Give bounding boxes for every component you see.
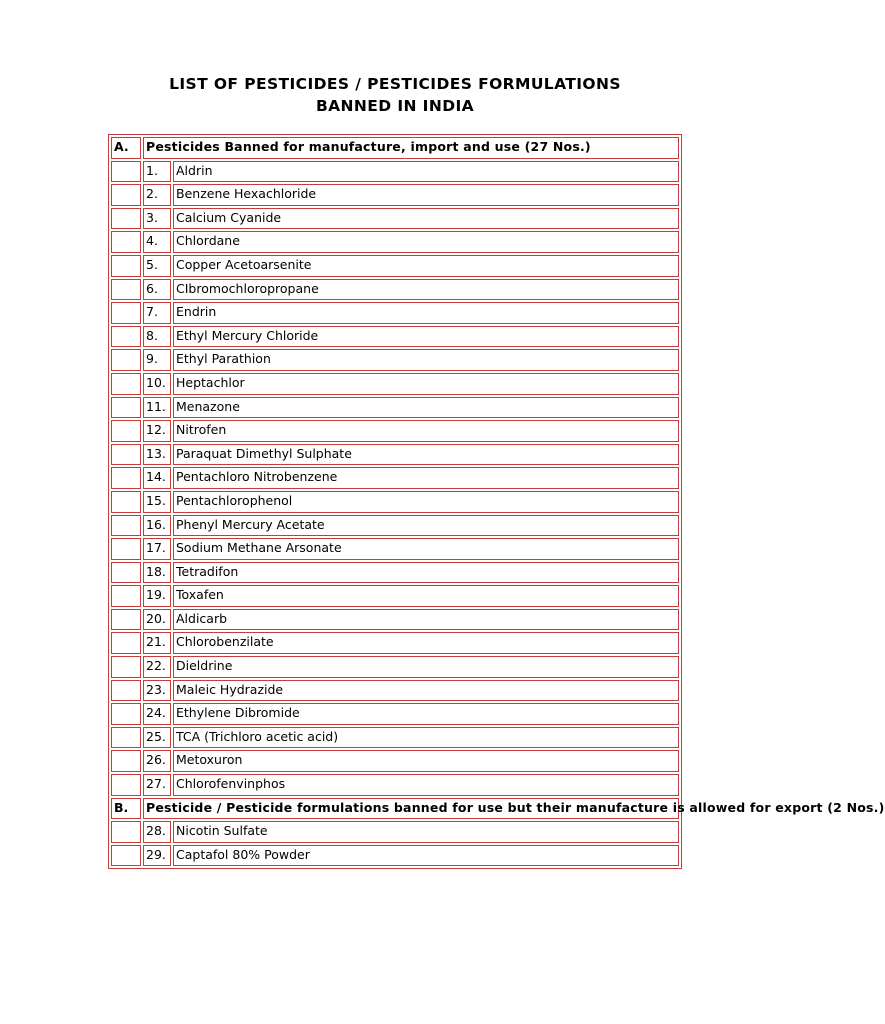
table-row (111, 680, 679, 702)
document-title (0, 73, 790, 117)
pesticide-name: Metoxuron (173, 750, 679, 772)
pesticide-name: Toxafen (173, 585, 679, 607)
empty-cell (111, 420, 141, 442)
section-heading: Pesticide / Pesticide formulations banned for use but their manufacture is allowed for export (2 Nos.) (143, 798, 679, 820)
table-row (111, 632, 679, 654)
pesticide-name: Pentachlorophenol (173, 491, 679, 513)
empty-cell (111, 750, 141, 772)
item-number: 14. (143, 467, 171, 489)
table-row (111, 397, 679, 419)
item-number: 6. (143, 279, 171, 301)
item-number: 16. (143, 515, 171, 537)
table-row (111, 444, 679, 466)
item-number: 27. (143, 774, 171, 796)
pesticide-name: Chlorobenzilate (173, 632, 679, 654)
title-line-1: LIST OF PESTICIDES / PESTICIDES FORMULATIONS (169, 75, 621, 93)
empty-cell (111, 774, 141, 796)
table-row (111, 609, 679, 631)
item-number: 13. (143, 444, 171, 466)
pesticides-table (108, 134, 885, 869)
item-number: 1. (143, 161, 171, 183)
empty-cell (111, 585, 141, 607)
item-number: 10. (143, 373, 171, 395)
pesticide-name: Heptachlor (173, 373, 679, 395)
table-row (111, 750, 679, 772)
pesticide-name: Ethyl Parathion (173, 349, 679, 371)
table-row (111, 279, 679, 301)
pesticide-name: Captafol 80% Powder (173, 845, 679, 867)
item-number: 21. (143, 632, 171, 654)
table-row (111, 562, 679, 584)
item-number: 3. (143, 208, 171, 230)
table-row (111, 585, 679, 607)
pesticide-name: Tetradifon (173, 562, 679, 584)
empty-cell (111, 231, 141, 253)
item-number: 12. (143, 420, 171, 442)
empty-cell (111, 397, 141, 419)
table-row (111, 231, 679, 253)
item-number: 7. (143, 302, 171, 324)
pesticide-name: Chlorofenvinphos (173, 774, 679, 796)
table-row (111, 774, 679, 796)
pesticide-name: Maleic Hydrazide (173, 680, 679, 702)
pesticide-name: Ethylene Dibromide (173, 703, 679, 725)
table-row (111, 727, 679, 749)
table-row (111, 420, 679, 442)
item-number: 9. (143, 349, 171, 371)
empty-cell (111, 444, 141, 466)
item-number: 26. (143, 750, 171, 772)
item-number: 22. (143, 656, 171, 678)
pesticide-name: Sodium Methane Arsonate (173, 538, 679, 560)
pesticide-name: TCA (Trichloro acetic acid) (173, 727, 679, 749)
item-number: 19. (143, 585, 171, 607)
empty-cell (111, 845, 141, 867)
table-row (111, 467, 679, 489)
item-number: 8. (143, 326, 171, 348)
table-row (111, 255, 679, 277)
empty-cell (111, 821, 141, 843)
title-line-2: BANNED IN INDIA (315, 97, 475, 115)
empty-cell (111, 727, 141, 749)
empty-cell (111, 467, 141, 489)
section-header-row (111, 798, 679, 820)
pesticide-name: Chlordane (173, 231, 679, 253)
empty-cell (111, 349, 141, 371)
empty-cell (111, 562, 141, 584)
table-row (111, 703, 679, 725)
empty-cell (111, 279, 141, 301)
item-number: 11. (143, 397, 171, 419)
empty-cell (111, 680, 141, 702)
section-letter: B. (111, 798, 141, 820)
pesticide-name: Aldicarb (173, 609, 679, 631)
pesticide-name: Nitrofen (173, 420, 679, 442)
item-number: 5. (143, 255, 171, 277)
table-row (111, 538, 679, 560)
pesticide-name: Nicotin Sulfate (173, 821, 679, 843)
table-row (111, 302, 679, 324)
table-row (111, 161, 679, 183)
pesticide-name: Dieldrine (173, 656, 679, 678)
section-heading: Pesticides Banned for manufacture, import and use (27 Nos.) (143, 137, 679, 159)
empty-cell (111, 326, 141, 348)
empty-cell (111, 632, 141, 654)
table-row (111, 515, 679, 537)
empty-cell (111, 161, 141, 183)
empty-cell (111, 538, 141, 560)
section-header-row (111, 137, 679, 159)
pesticides-table-body (111, 137, 885, 866)
table-row (111, 491, 679, 513)
empty-cell (111, 184, 141, 206)
item-number: 24. (143, 703, 171, 725)
pesticide-name: Ethyl Mercury Chloride (173, 326, 679, 348)
empty-cell (111, 255, 141, 277)
table-row (111, 821, 679, 843)
section-letter: A. (111, 137, 141, 159)
pesticide-name: Calcium Cyanide (173, 208, 679, 230)
table-row (111, 208, 679, 230)
empty-cell (111, 703, 141, 725)
empty-cell (111, 302, 141, 324)
item-number: 25. (143, 727, 171, 749)
empty-cell (111, 491, 141, 513)
item-number: 28. (143, 821, 171, 843)
pesticide-name: Phenyl Mercury Acetate (173, 515, 679, 537)
empty-cell (111, 609, 141, 631)
table-row (111, 845, 679, 867)
item-number: 15. (143, 491, 171, 513)
pesticide-name: CIbromochloropropane (173, 279, 679, 301)
empty-cell (111, 373, 141, 395)
item-number: 4. (143, 231, 171, 253)
empty-cell (111, 515, 141, 537)
item-number: 29. (143, 845, 171, 867)
table-row (111, 656, 679, 678)
pesticide-name: Pentachloro Nitrobenzene (173, 467, 679, 489)
pesticide-name: Menazone (173, 397, 679, 419)
pesticide-name: Aldrin (173, 161, 679, 183)
item-number: 17. (143, 538, 171, 560)
table-row (111, 373, 679, 395)
item-number: 2. (143, 184, 171, 206)
item-number: 20. (143, 609, 171, 631)
table-row (111, 184, 679, 206)
item-number: 23. (143, 680, 171, 702)
pesticide-name: Benzene Hexachloride (173, 184, 679, 206)
pesticide-name: Paraquat Dimethyl Sulphate (173, 444, 679, 466)
empty-cell (111, 656, 141, 678)
empty-cell (111, 208, 141, 230)
pesticide-name: Copper Acetoarsenite (173, 255, 679, 277)
item-number: 18. (143, 562, 171, 584)
table-row (111, 349, 679, 371)
pesticide-name: Endrin (173, 302, 679, 324)
table-row (111, 326, 679, 348)
